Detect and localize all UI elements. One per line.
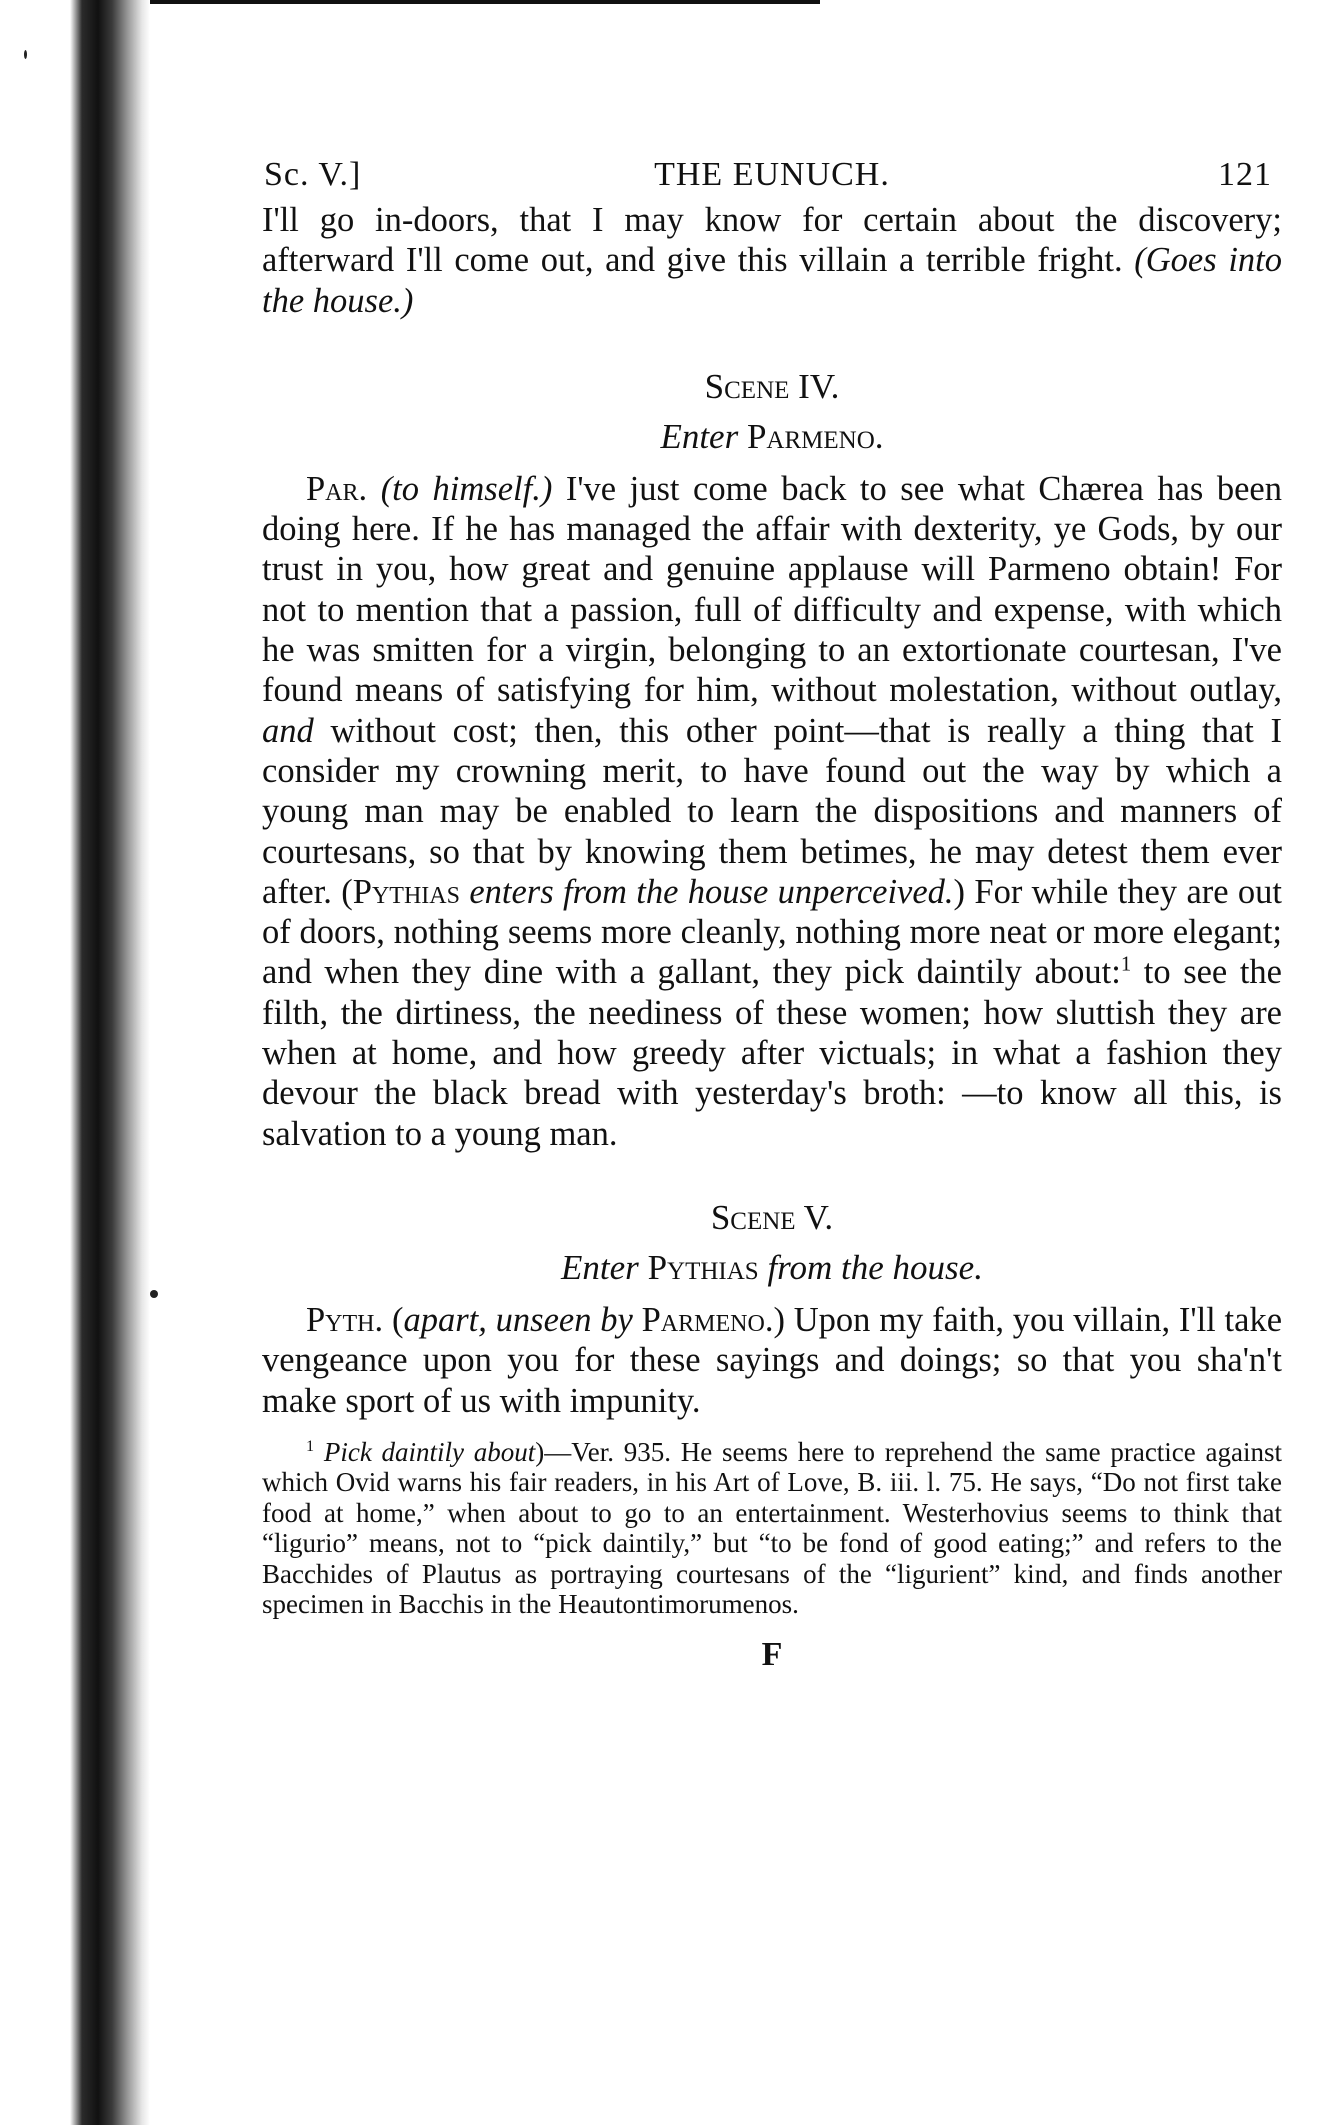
aside-direction: (to himself.) xyxy=(380,469,553,508)
scene-4-heading: Scene IV. xyxy=(704,366,840,406)
top-edge-rule xyxy=(120,0,820,4)
parmeno-speech: Par. (to himself.) I've just come back to see what Chærea has been doing here. If he has managed the affair with dexterity, ye Gods, by our trust in you, how great and genuine applause will Parmeno obtain! For not to mention that a passion, full of difficulty and expense, with which he was smitten for a virgin, belonging to an extortionate courtesan, I've found means of satisfying for him, without molestation, without outlay, and without cost; then, this other point—that is really a thing that I consider my crowning merit, to have found out the way by which a young man may be enabled to learn the dispositions and manners of courtesans, so that by knowing them betimes, he may detest them ever after. (Pythias enters from the house unperceived.) For while they are out of doors, nothing seems more cleanly, nothing more neat or more elegant; and when they dine with a gallant, they pick daintily about:$^1$ to see the filth, the dirtiness, the neediness of these women; how sluttish they are when at home, and how greedy after victuals; in what a fashion they devour the black bread with yesterday's broth: —to know all this, is salvation to a young man. xyxy=(262,469,1282,1153)
entrance-name: Parmeno. xyxy=(746,416,884,456)
footnote-marker: 1 xyxy=(306,1436,315,1455)
aside-direction: unseen by xyxy=(495,1300,633,1339)
speech-text: Upon my faith, you villain, I'll take vengeance upon you for these sayings and doings; so that you sha'n't make sport of us with impunity. xyxy=(262,1300,1283,1420)
aside-direction: apart, xyxy=(403,1300,487,1339)
intro-text: I'll go in-doors, that I may know for certain about the discovery; afterward I'll come out, and give this villain a terrible fright. xyxy=(262,201,1282,280)
intro-stage-direction: (Goes into the house.) xyxy=(262,241,1282,320)
book-binding-shadow xyxy=(0,0,150,2125)
running-head xyxy=(262,150,1282,200)
speech-text: I've just come back to see what Chærea has been doing here. If he has managed the affair with dexterity, ye Gods, by our trust in you, how great and genuine applause will Parmeno obtain! For not to mention that a passion, full of difficulty and expense, with which he was smitten for a virgin, belonging to an extortionate courtesan, I've found means of satisfying for him, without molestation, without outlay, xyxy=(262,469,1282,710)
speech-text: For while they are out of doors, nothing seems more cleanly, nothing more neat or more elegant; and when they dine with a gallant, they pick daintily about: xyxy=(262,872,1282,992)
footnote-reference: 1 xyxy=(1120,953,1132,976)
entrance-word: Enter xyxy=(561,1247,639,1287)
aside-name: Parmeno. xyxy=(641,1300,774,1339)
speaker-name: Pyth. xyxy=(306,1300,384,1339)
book-page xyxy=(262,150,1282,1674)
pythias-speech: Pyth. (apart, unseen by Parmeno.) Upon my faith, you villain, I'll take vengeance upon you for these sayings and doings; so that you sha'n't make sport of us with impunity. xyxy=(262,1300,1283,1420)
entrance-name: Pythias xyxy=(647,1247,759,1287)
ink-speck xyxy=(150,1290,158,1298)
footnote: $^1$ Pick daintily about)—Ver. 935. He seems here to reprehend the same practice against which Ovid warns his fair readers, in his Art of Love, B. iii. l. 75. He says, “Do not first take food at home,” when about to go to an entertainment. Westerhovius seems to think that “ligurio” means, not to “pick daintily,” but “to be fond of good eating;” and refers to the Bacchides of Plautus as portraying courtesans of the “ligurient” kind, and finds another specimen in Bacchis in the Heautontimorumenos. xyxy=(262,1436,1282,1620)
signature-mark: F xyxy=(761,1635,783,1673)
running-head-title: THE EUNUCH. xyxy=(654,156,890,193)
scene-4-entrance xyxy=(262,417,1282,457)
running-head-section: Sc. V.] xyxy=(264,156,362,193)
entrance-rest: from the house. xyxy=(767,1247,983,1287)
speech-italic-word: and xyxy=(262,711,314,750)
scene-5-heading: Scene V. xyxy=(710,1197,834,1237)
footnote-lemma: Pick daintily about xyxy=(323,1436,536,1467)
speaker-name: Par. xyxy=(306,469,368,508)
entrance-word: Enter xyxy=(660,416,739,456)
scene-5-entrance xyxy=(262,1248,1282,1288)
intro-paragraph xyxy=(262,200,1282,321)
footnote-text: —Ver. 935. He seems here to reprehend the same practice against which Ovid warns his fair readers, in his Art of Love, B. iii. l. 75. He says, “Do not first take food at home,” when about to go to an entertainment. Westerhovius seems to think that “ligurio” means, not to “pick daintily,” but “to be fond of good eating;” and refers to the Bacchides of Plautus as portraying courtesans of the “ligurient” kind, and finds another specimen in Bacchis in the Heautontimorumenos. xyxy=(262,1436,1282,1620)
page-number: 121 xyxy=(1218,156,1272,193)
stage-direction-text: enters from the house unperceived. xyxy=(469,872,954,911)
ink-speck xyxy=(24,50,27,59)
stage-direction-name: Pythias xyxy=(352,872,460,911)
speech-text: without cost; then, this other point—that is really a thing that I consider my crowning merit, to have found out the way by which a young man may be enabled to learn the dispositions and manners of courtesans, so that by knowing them betimes, he may detest them ever after. xyxy=(262,711,1282,911)
speech-text: to see the filth, the dirtiness, the neediness of these women; how sluttish they are when at home, and how greedy after victuals; in what a fashion they devour the black bread with yesterday's broth: —to know all this, is salvation to a young man. xyxy=(262,953,1282,1153)
